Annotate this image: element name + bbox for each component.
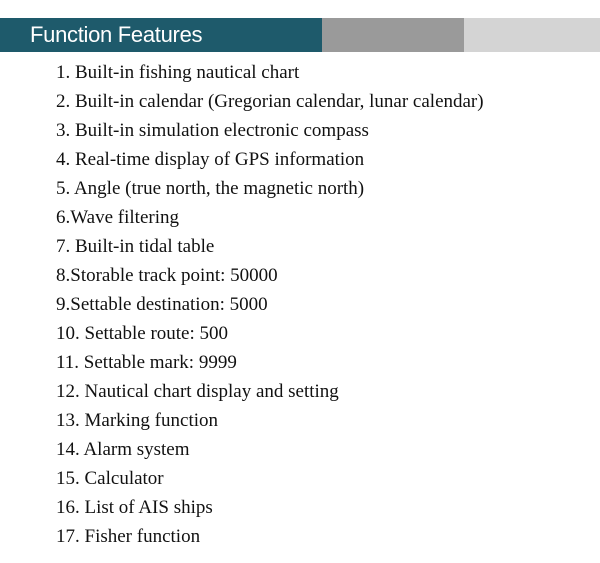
feature-item: 10. Settable route: 500 [56,323,229,344]
feature-item: 4. Real-time display of GPS information [56,149,365,170]
header-band-light [464,18,600,52]
feature-item: 9.Settable destination: 5000 [56,294,268,315]
feature-item: 3. Built-in simulation electronic compass [56,120,369,141]
section-header [0,18,600,52]
feature-item: 5. Angle (true north, the magnetic north) [56,178,365,199]
feature-item: 6.Wave filtering [56,207,179,228]
feature-item: 8.Storable track point: 50000 [56,265,278,286]
feature-item: 11. Settable mark: 9999 [56,352,237,373]
feature-item: 1. Built-in fishing nautical chart [56,62,300,83]
feature-item: 12. Nautical chart display and setting [56,381,339,402]
feature-item: 15. Calculator [56,468,164,489]
feature-item: 7. Built-in tidal table [56,236,215,257]
section-title: Function Features [30,22,203,47]
feature-item: 16. List of AIS ships [56,497,213,518]
feature-item: 14. Alarm system [56,439,190,460]
header-band-mid [322,18,464,52]
feature-item: 17. Fisher function [56,526,201,547]
feature-item: 2. Built-in calendar (Gregorian calendar, lunar calendar) [56,91,484,112]
feature-item: 13. Marking function [56,410,219,431]
feature-list [56,58,484,551]
